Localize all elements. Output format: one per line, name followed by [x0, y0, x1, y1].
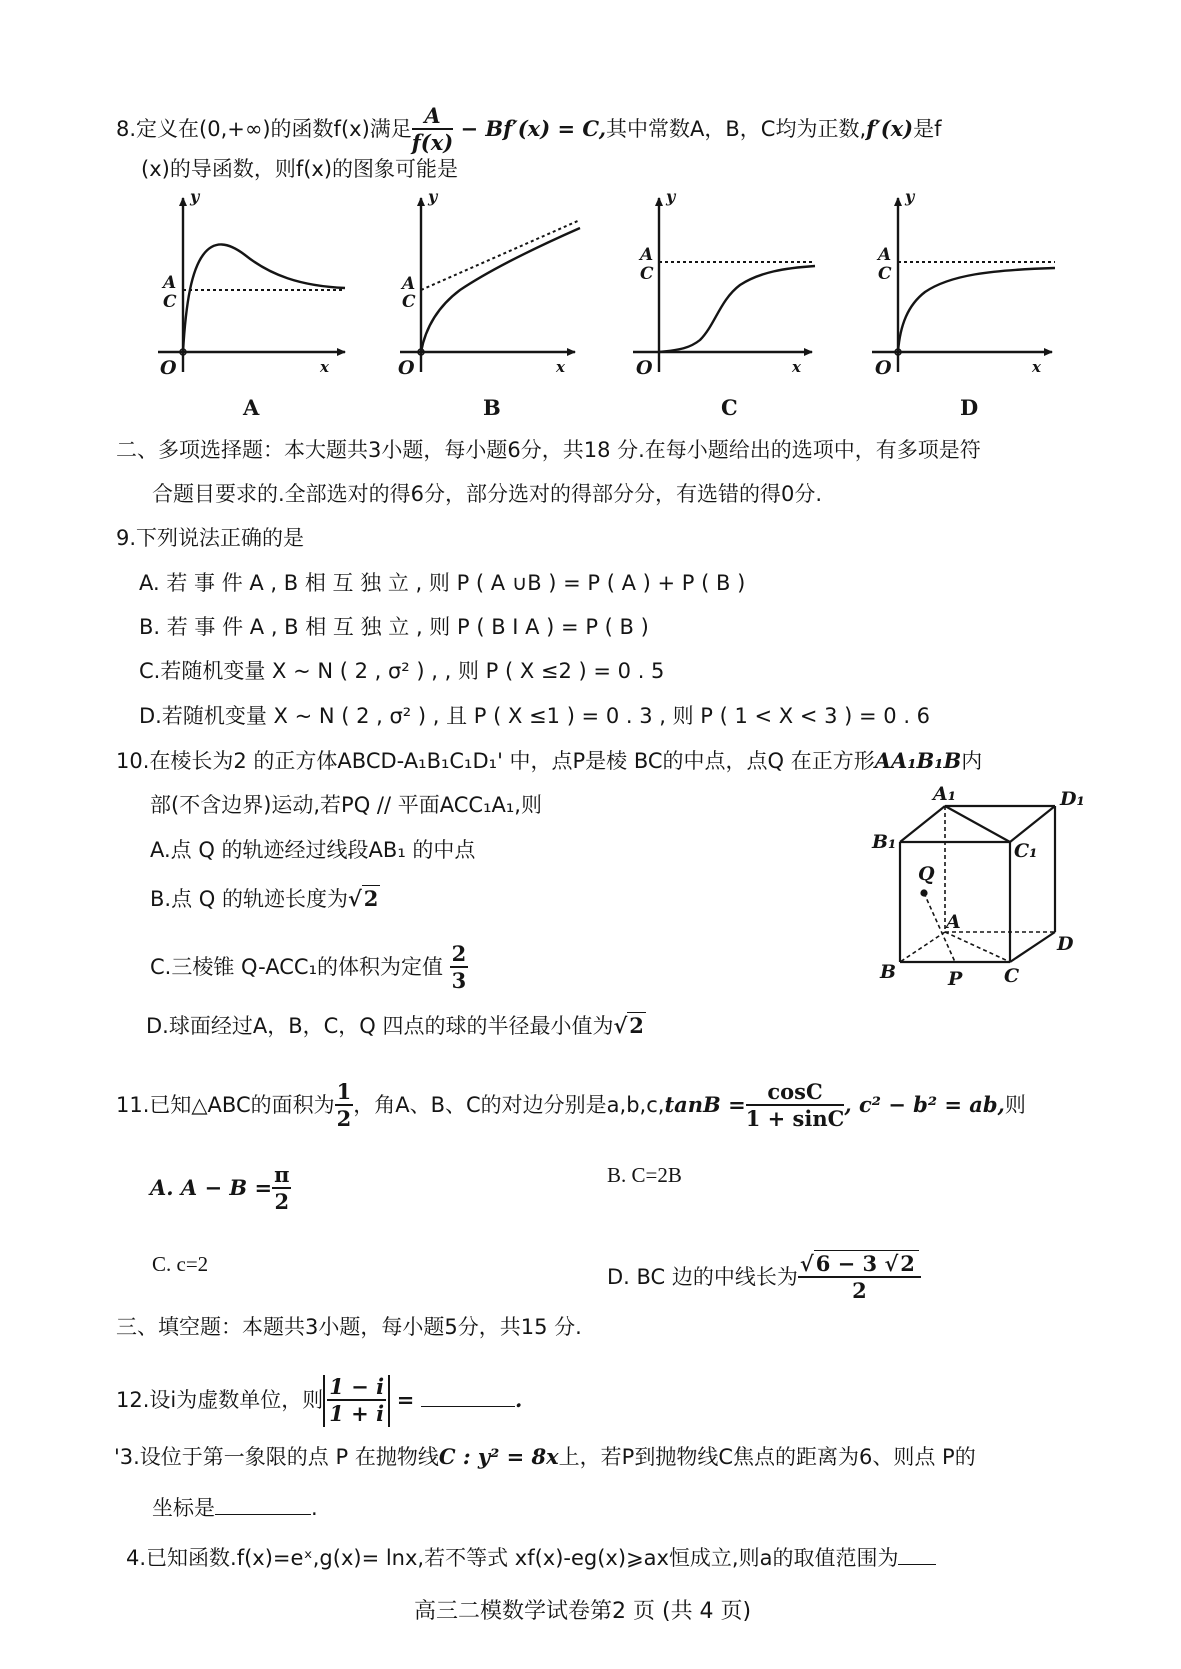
q13-line2: 坐标是 .	[152, 1496, 318, 1520]
q11-d-fraction: $\frac{√6 - 3 √2}{2}$	[798, 1252, 921, 1304]
graph-a-option-label: A	[243, 395, 260, 420]
cube-label-c1: C₁	[1014, 840, 1038, 862]
graph-b-option-label: B	[483, 395, 501, 420]
q11-option-d: D. BC 边的中线长为 $\frac{√6 - 3 √2}{2}$	[607, 1252, 921, 1304]
q10-option-c: C.三棱锥 Q-ACC₁的体积为定值 $\frac{2}{3}$	[150, 941, 467, 993]
graph-a-c-label: C	[163, 292, 177, 312]
graph-b-origin: O	[398, 357, 415, 379]
q11-option-c: C. c=2	[152, 1252, 209, 1276]
cube-label-b1: B₁	[872, 831, 897, 853]
q11-stem: 11.已知△ABC的面积为 $\frac{1}{2}$ ，角A、B、C的对边分别是a,b,c,tanB = $\frac{\cos C}{1 + \sin C}$ , c² − b² = ab,则	[116, 1079, 1026, 1131]
graph-c-option-label: C	[721, 395, 738, 420]
section3-line1: 三、填空题：本题共3小题，每小题5分，共15 分.	[116, 1315, 582, 1339]
graph-a-y-label: y	[190, 187, 200, 206]
q12-line: 12.设i为虚数单位，则 $\frac{1 - i}{1 + i}$ = .	[116, 1374, 523, 1426]
cube-label-d1: D₁	[1060, 788, 1085, 810]
q13-line1: '3.设位于第一象限的点 P 在抛物线C : y² = 8x上，若P到抛物线C焦点的距离为6、则点 P的	[114, 1444, 976, 1469]
q8-line1: 8.定义在(0,+∞)的函数f(x)满足 $\frac{A}{f(x)}$ − Bf′(x) = C,其中常数A，B，C均为正数,f′(x)是f	[116, 103, 942, 155]
cube-label-b: B	[880, 961, 897, 983]
q9-option-a: A. 若 事 件 A , B 相 互 独 立 , 则 P ( A ∪B ) = P ( A ) + P ( B )	[139, 571, 746, 595]
q8-fraction: $\frac{A}{f(x)}$	[411, 103, 454, 155]
graph-c-x-label: x	[792, 358, 801, 376]
q9-stem: 9.下列说法正确的是	[116, 526, 305, 550]
q10-line1: 10.在棱长为2 的正方体ABCD-A₁B₁C₁D₁' 中，点P是棱 BC的中点，点Q 在正方形AA₁B₁B内	[116, 748, 983, 773]
q10-line2: 部(不含边界)运动,若PQ // 平面ACC₁A₁,则	[150, 793, 542, 817]
q9-option-d: D.若随机变量 X ~ N ( 2 , σ² ) , 且 P ( X ≤1 ) = 0 . 3 , 则 P ( 1 < X < 3 ) = 0 . 6	[139, 704, 931, 728]
q11-tan-fraction: $\frac{\cos C}{1 + \sin C}$	[745, 1079, 845, 1131]
graph-c-y-label: y	[666, 187, 676, 206]
cube-label-q: Q	[918, 863, 935, 885]
graph-a-origin: O	[160, 357, 177, 379]
graph-a-a-label: A	[163, 273, 177, 293]
q8-line2: (x)的导函数，则f(x)的图象可能是	[141, 157, 459, 181]
graph-d-a-label: A	[878, 245, 892, 265]
graph-a-x-label: x	[320, 358, 329, 376]
q14-line: 4.已知函数.f(x)=eˣ,g(x)= lnx,若不等式 xf(x)-eg(x)⩾ax恒成立,则a的取值范围为	[126, 1544, 936, 1572]
q10-option-b: B.点 Q 的轨迹长度为√2	[150, 886, 379, 911]
cube-label-d: D	[1057, 933, 1074, 955]
q13-answer-blank[interactable]	[215, 1514, 311, 1515]
section2-line2: 合题目要求的.全部选对的得6分，部分选对的得部分分，有选错的得0分.	[152, 482, 823, 506]
graph-b-x-label: x	[556, 358, 565, 376]
page-footer: 高三二模数学试卷第2 页 (共 4 页)	[414, 1599, 752, 1624]
q11-a-fraction: $\frac{\pi}{2}$	[274, 1162, 290, 1214]
q11-option-b: B. C=2B	[607, 1163, 682, 1187]
graph-d-y-label: y	[905, 187, 915, 206]
graph-b-c-label: C	[402, 292, 416, 312]
cube-label-a1: A₁	[933, 783, 957, 805]
q12-abs: $\frac{1 - i}{1 + i}$	[323, 1375, 390, 1427]
section2-line1: 二、多项选择题：本大题共3小题，每小题6分，共18 分.在每小题给出的选项中，有多项是符	[116, 438, 981, 462]
q12-answer-blank[interactable]	[421, 1406, 515, 1407]
q9-option-c: C.若随机变量 X ~ N ( 2 , σ² ) , , 则 P ( X ≤2 ) = 0 . 5	[139, 659, 665, 683]
q9-option-b: B. 若 事 件 A , B 相 互 独 立 , 则 P ( B I A ) = P ( B )	[139, 615, 649, 639]
q10-option-a: A.点 Q 的轨迹经过线段AB₁ 的中点	[150, 838, 476, 862]
graph-d-c-label: C	[878, 264, 892, 284]
cube-label-a: A	[946, 911, 961, 933]
cube-label-c: C	[1004, 965, 1020, 987]
graph-b-y-label: y	[428, 187, 438, 206]
graph-c-a-label: A	[640, 245, 654, 265]
graph-c-c-label: C	[640, 264, 654, 284]
q11-area-fraction: $\frac{1}{2}$	[336, 1079, 352, 1131]
graph-b-a-label: A	[402, 274, 416, 294]
graph-d-origin: O	[875, 357, 892, 379]
q10-option-d: D.球面经过A，B，C，Q 四点的球的半径最小值为√2	[146, 1013, 644, 1038]
graph-c-origin: O	[636, 357, 653, 379]
graph-d-option-label: D	[960, 395, 979, 420]
graph-d-x-label: x	[1032, 358, 1041, 376]
cube-label-p: P	[948, 968, 963, 990]
q10-c-fraction: $\frac{2}{3}$	[451, 941, 467, 993]
q11-option-a: A. A − B = $\frac{\pi}{2}$	[150, 1162, 290, 1214]
q14-answer-blank[interactable]	[898, 1564, 936, 1565]
